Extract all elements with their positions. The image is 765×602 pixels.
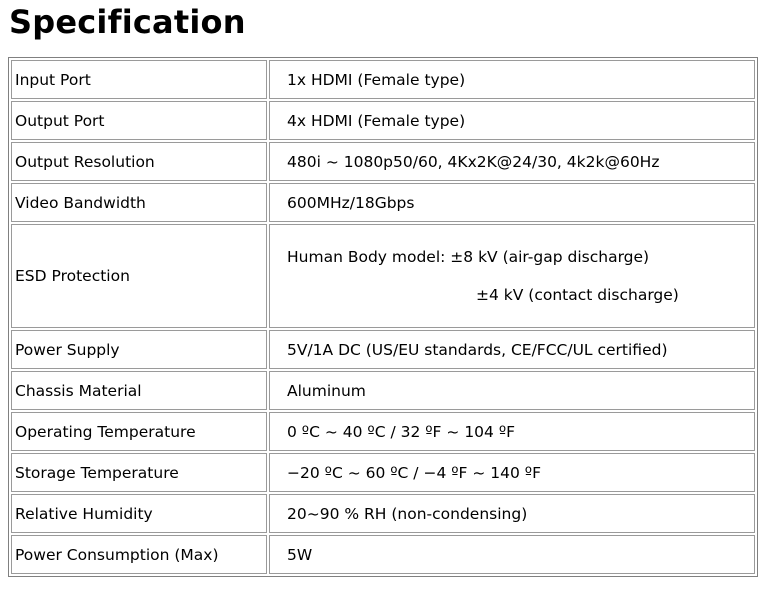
- spec-value: Aluminum: [269, 371, 755, 410]
- spec-value: 600MHz/18Gbps: [269, 183, 755, 222]
- spec-row-video-bandwidth: [11, 183, 755, 222]
- spec-label: Input Port: [11, 60, 267, 99]
- spec-row-output-port: [11, 101, 755, 140]
- spec-label: Video Bandwidth: [11, 183, 267, 222]
- spec-value: 4x HDMI (Female type): [269, 101, 755, 140]
- spec-value: 5W: [269, 535, 755, 574]
- spec-row-esd-protection: [11, 224, 755, 328]
- spec-label: Output Port: [11, 101, 267, 140]
- spec-row-power-consumption: [11, 535, 755, 574]
- spec-value: 20~90 % RH (non-condensing): [269, 494, 755, 533]
- spec-value: 0 ºC ~ 40 ºC / 32 ºF ~ 104 ºF: [269, 412, 755, 451]
- spec-label: Operating Temperature: [11, 412, 267, 451]
- spec-label: Output Resolution: [11, 142, 267, 181]
- page-title: Specification: [9, 3, 246, 41]
- spec-value-multiline: [269, 224, 755, 328]
- spec-table: [8, 57, 758, 577]
- spec-row-power-supply: [11, 330, 755, 369]
- spec-label: Power Consumption (Max): [11, 535, 267, 574]
- spec-value: 480i ~ 1080p50/60, 4Kx2K@24/30, 4k2k@60Hz: [269, 142, 755, 181]
- spec-row-input-port: [11, 60, 755, 99]
- spec-row-operating-temperature: [11, 412, 755, 451]
- spec-label: Relative Humidity: [11, 494, 267, 533]
- spec-row-output-resolution: [11, 142, 755, 181]
- spec-value-line-air-gap: Human Body model: ±8 kV (air-gap discharge): [287, 248, 650, 266]
- spec-value-line-contact: ±4 kV (contact discharge): [476, 286, 679, 304]
- spec-label: Storage Temperature: [11, 453, 267, 492]
- spec-value: 1x HDMI (Female type): [269, 60, 755, 99]
- spec-label: Chassis Material: [11, 371, 267, 410]
- spec-row-relative-humidity: [11, 494, 755, 533]
- spec-value: −20 ºC ~ 60 ºC / −4 ºF ~ 140 ºF: [269, 453, 755, 492]
- spec-value: 5V/1A DC (US/EU standards, CE/FCC/UL certified): [269, 330, 755, 369]
- spec-label: Power Supply: [11, 330, 267, 369]
- spec-row-chassis-material: [11, 371, 755, 410]
- spec-label: ESD Protection: [11, 224, 267, 328]
- spec-row-storage-temperature: [11, 453, 755, 492]
